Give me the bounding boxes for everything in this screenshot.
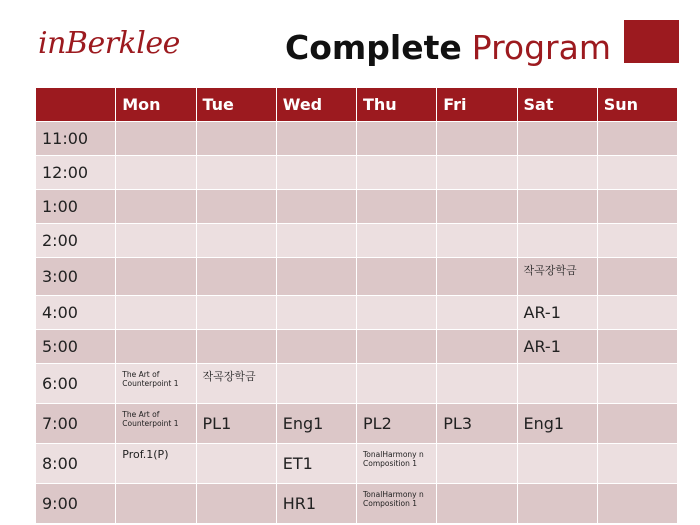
slot-cell	[517, 156, 597, 190]
slot-cell	[276, 122, 356, 156]
slot-cell	[116, 296, 196, 330]
table-row	[36, 122, 678, 156]
slot-cell	[276, 364, 356, 404]
slot-cell	[196, 190, 276, 224]
time-label: 6:00	[36, 364, 116, 404]
slot-cell: Eng1	[276, 404, 356, 444]
slot-cell	[597, 364, 677, 404]
time-label: 3:00	[36, 258, 116, 296]
time-label: 8:00	[36, 444, 116, 484]
slot-cell: TonalHarmony n Composition 1	[357, 484, 437, 524]
slot-cell	[196, 444, 276, 484]
table-row	[36, 404, 678, 444]
slot-cell	[276, 224, 356, 258]
time-label: 5:00	[36, 330, 116, 364]
slot-cell: AR-1	[517, 330, 597, 364]
slot-cell	[597, 122, 677, 156]
slot-cell	[276, 258, 356, 296]
slot-cell	[357, 330, 437, 364]
slot-cell	[276, 330, 356, 364]
slot-cell	[196, 156, 276, 190]
slot-cell	[597, 156, 677, 190]
slot-cell	[437, 156, 517, 190]
slot-cell	[357, 258, 437, 296]
slot-cell	[597, 484, 677, 524]
slot-cell	[116, 330, 196, 364]
slot-cell	[116, 224, 196, 258]
slot-cell: 작곡장학금	[517, 258, 597, 296]
day-header-thu: Thu	[357, 88, 437, 122]
slot-cell	[116, 190, 196, 224]
slot-cell	[437, 296, 517, 330]
slot-cell	[597, 296, 677, 330]
table-row	[36, 190, 678, 224]
inberklee-logo: inBerklee	[38, 26, 180, 61]
decorative-corner-block	[624, 20, 679, 63]
day-header-mon: Mon	[116, 88, 196, 122]
slot-cell	[517, 444, 597, 484]
slot-cell	[276, 190, 356, 224]
time-label: 2:00	[36, 224, 116, 258]
day-header-fri: Fri	[437, 88, 517, 122]
slot-cell	[597, 404, 677, 444]
slot-cell	[196, 484, 276, 524]
slot-cell: AR-1	[517, 296, 597, 330]
slot-cell	[116, 156, 196, 190]
slot-cell	[517, 364, 597, 404]
day-header-sat: Sat	[517, 88, 597, 122]
time-label: 4:00	[36, 296, 116, 330]
time-label: 12:00	[36, 156, 116, 190]
table-row	[36, 444, 678, 484]
slot-cell	[437, 224, 517, 258]
title-program: Program	[471, 28, 611, 67]
slot-cell: HR1	[276, 484, 356, 524]
table-row	[36, 364, 678, 404]
slot-cell	[437, 258, 517, 296]
table-row	[36, 224, 678, 258]
slot-cell	[276, 296, 356, 330]
slot-cell	[517, 122, 597, 156]
slot-cell: Eng1	[517, 404, 597, 444]
slot-cell	[437, 444, 517, 484]
slot-cell: TonalHarmony n Composition 1	[357, 444, 437, 484]
slot-cell	[196, 330, 276, 364]
schedule-table	[35, 87, 678, 524]
slot-cell	[517, 224, 597, 258]
day-header-tue: Tue	[196, 88, 276, 122]
slot-cell	[116, 484, 196, 524]
slot-cell	[437, 122, 517, 156]
slot-cell	[357, 122, 437, 156]
slot-cell	[597, 190, 677, 224]
slot-cell	[597, 224, 677, 258]
slot-cell	[116, 258, 196, 296]
page-title	[285, 28, 611, 67]
table-row	[36, 258, 678, 296]
time-label: 7:00	[36, 404, 116, 444]
slot-cell: ET1	[276, 444, 356, 484]
slot-cell	[597, 444, 677, 484]
slot-cell	[116, 122, 196, 156]
slot-cell	[437, 190, 517, 224]
title-complete: Complete	[285, 28, 462, 67]
slot-cell: 작곡장학금	[196, 364, 276, 404]
table-row	[36, 156, 678, 190]
time-label: 11:00	[36, 122, 116, 156]
slot-cell	[276, 156, 356, 190]
slot-cell: The Art of Counterpoint 1	[116, 404, 196, 444]
time-label: 9:00	[36, 484, 116, 524]
slot-cell	[437, 364, 517, 404]
slot-cell: Prof.1(P)	[116, 444, 196, 484]
header-row	[36, 88, 678, 122]
slot-cell	[357, 224, 437, 258]
slot-cell	[357, 364, 437, 404]
day-header-sun: Sun	[597, 88, 677, 122]
header-corner	[36, 88, 116, 122]
slot-cell	[196, 258, 276, 296]
slot-cell	[597, 258, 677, 296]
slot-cell	[437, 484, 517, 524]
table-row	[36, 484, 678, 524]
slot-cell	[196, 122, 276, 156]
day-header-wed: Wed	[276, 88, 356, 122]
slot-cell	[357, 190, 437, 224]
slot-cell	[437, 330, 517, 364]
slot-cell: PL1	[196, 404, 276, 444]
slot-cell	[597, 330, 677, 364]
slot-cell	[357, 156, 437, 190]
slot-cell: PL3	[437, 404, 517, 444]
slot-cell: The Art of Counterpoint 1	[116, 364, 196, 404]
slot-cell	[517, 484, 597, 524]
slot-cell: PL2	[357, 404, 437, 444]
slot-cell	[357, 296, 437, 330]
slot-cell	[517, 190, 597, 224]
slot-cell	[196, 296, 276, 330]
table-row	[36, 330, 678, 364]
slot-cell	[196, 224, 276, 258]
table-row	[36, 296, 678, 330]
time-label: 1:00	[36, 190, 116, 224]
